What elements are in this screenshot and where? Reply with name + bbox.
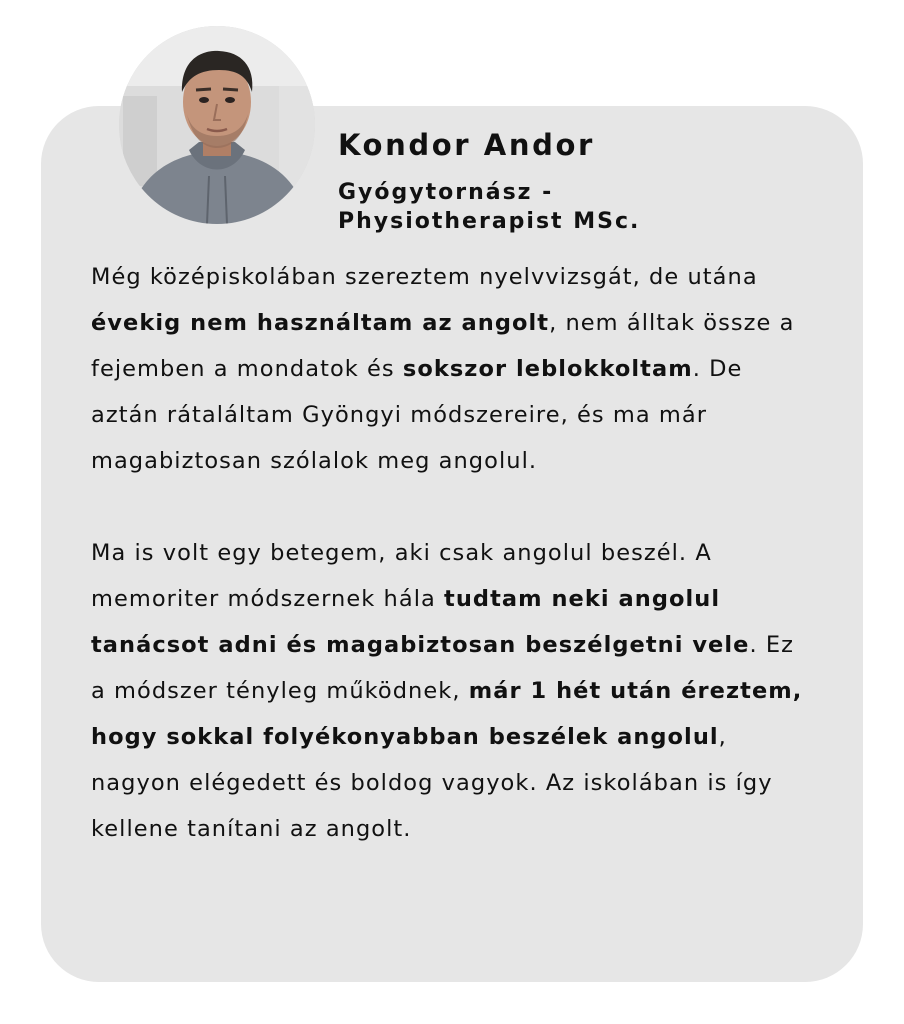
text-run-bold: tudtam neki angolul tanácsot adni és magabiztosan beszélgetni vele bbox=[91, 586, 750, 658]
testimonial-paragraph-1 bbox=[91, 254, 816, 484]
text-run: Még középiskolában szereztem nyelvvizsgát, de utána bbox=[91, 264, 758, 290]
text-run: . De aztán rátaláltam Gyöngyi módszereire, és ma már magabiztosan szólalok meg angolul. bbox=[91, 356, 743, 474]
portrait-photo bbox=[119, 26, 315, 224]
text-run-bold: évekig nem használtam az angolt bbox=[91, 310, 550, 336]
text-run-bold: sokszor leblokkoltam bbox=[402, 356, 693, 382]
text-run: , nagyon elégedett és boldog vagyok. Az iskolában is így kellene tanítani az angolt. bbox=[91, 724, 773, 842]
text-run-bold: már 1 hét után éreztem, hogy sokkal folyékonyabban beszélek angolul bbox=[91, 678, 803, 750]
person-title-line2: Physiotherapist MSc. bbox=[338, 209, 641, 234]
avatar bbox=[119, 26, 315, 224]
testimonial-text bbox=[91, 254, 816, 852]
text-run: , nem álltak össze a fejemben a mondatok és bbox=[91, 310, 795, 382]
person-title-line1: Gyógytornász - bbox=[338, 180, 554, 205]
person-name: Kondor Andor bbox=[338, 128, 595, 162]
testimonial-paragraph-2 bbox=[91, 530, 816, 852]
text-run: Ma is volt egy betegem, aki csak angolul beszél. A memoriter módszernek hála bbox=[91, 540, 712, 612]
person-title bbox=[338, 178, 758, 236]
text-run: . Ez a módszer tényleg működnek, bbox=[91, 632, 794, 704]
